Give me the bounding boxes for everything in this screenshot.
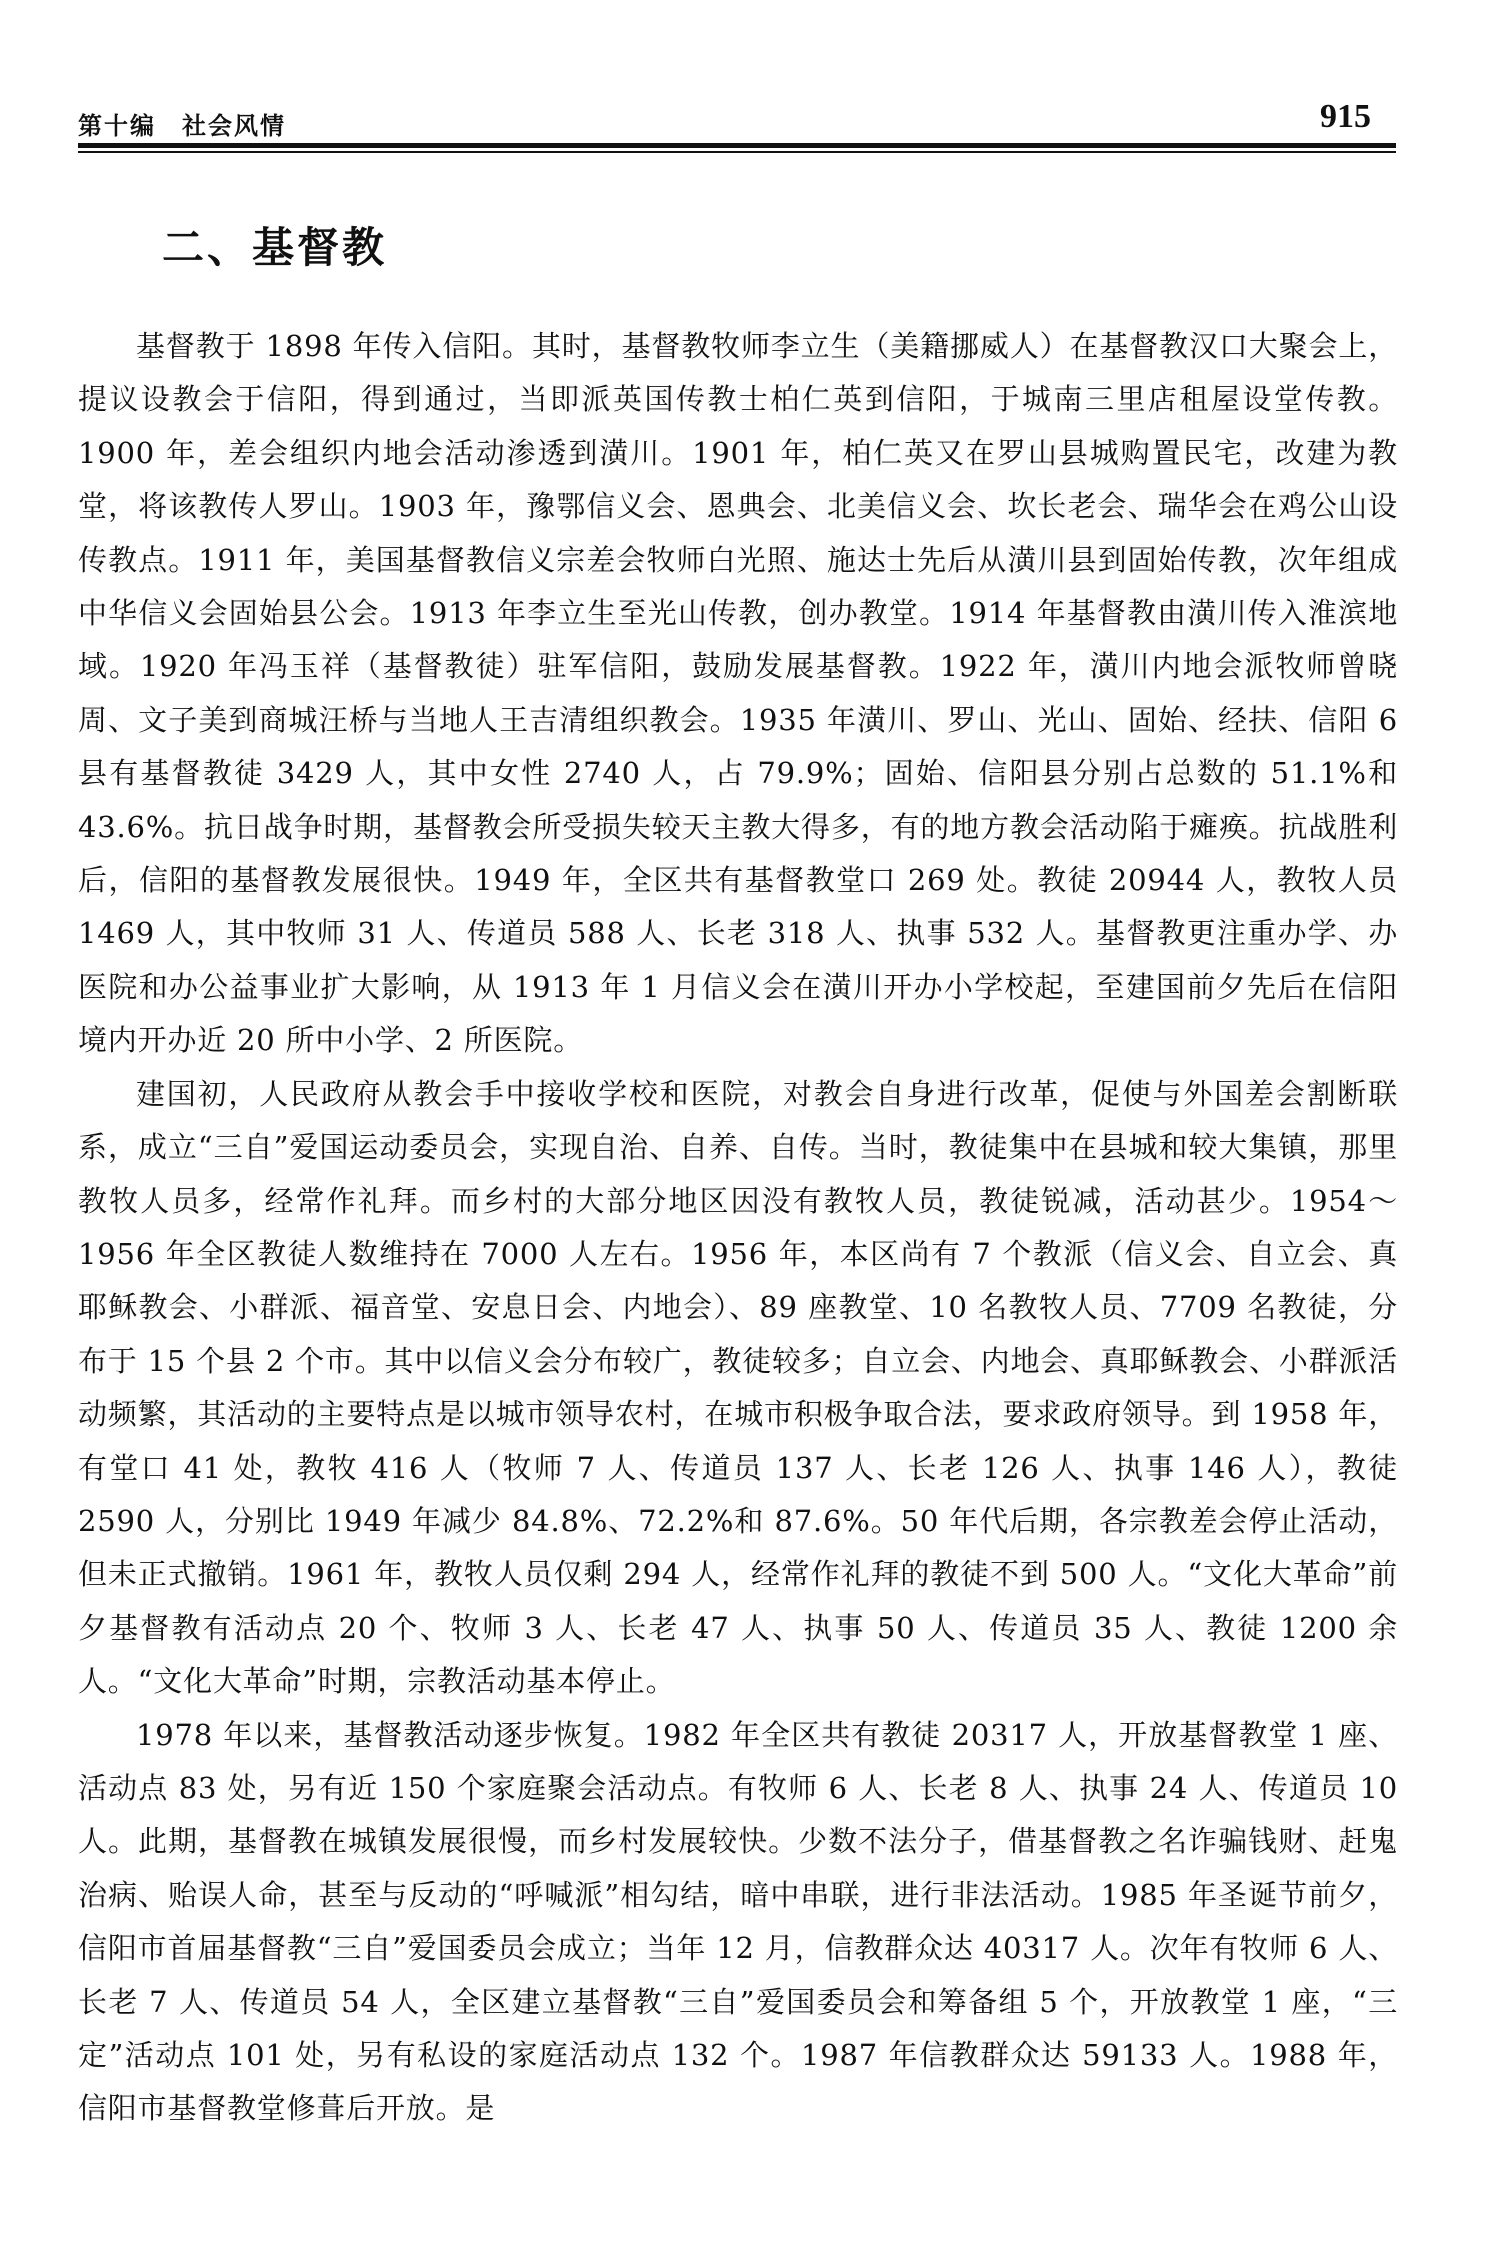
- header-section-label: 第十编 社会风情: [78, 112, 286, 140]
- header-rule-thin: [78, 151, 1396, 153]
- running-header: [78, 98, 1393, 138]
- paragraph: 基督教于 1898 年传入信阳。其时，基督教牧师李立生（美籍挪威人）在基督教汉口大聚会上，提议设教会于信阳，得到通过，当即派英国传教士柏仁英到信阳，于城南三里店租屋设堂传教。1900 年，差会组织内地会活动渗透到潢川。1901 年，柏仁英又在罗山县城购置民宅，改建为教堂，将该教传人罗山。1903 年，豫鄂信义会、恩典会、北美信义会、坎长老会、瑞华会在鸡公山设传教点。1911 年，美国基督教信义宗差会牧师白光照、施达士先后从潢川县到固始传教，次年组成中华信义会固始县公会。1913 年李立生至光山传教，创办教堂。1914 年基督教由潢川传入淮滨地域。1920 年冯玉祥（基督教徒）驻军信阳，鼓励发展基督教。1922 年，潢川内地会派牧师曾晓周、文子美到商城汪桥与当地人王吉清组织教会。1935 年潢川、罗山、光山、固始、经扶、信阳 6 县有基督教徒 3429 人，其中女性 2740 人，占 79.9%；固始、信阳县分别占总数的 51.1%和 43.6%。抗日战争时期，基督教会所受损失较天主教大得多，有的地方教会活动陷于瘫痪。抗战胜利后，信阳的基督教发展很快。1949 年，全区共有基督教堂口 269 处。教徒 20944 人，教牧人员 1469 人，其中牧师 31 人、传道员 588 人、长老 318 人、执事 532 人。基督教更注重办学、办医院和办公益事业扩大影响，从 1913 年 1 月信义会在潢川开办小学校起，至建国前夕先后在信阳境内开办近 20 所中小学、2 所医院。: [78, 329, 1398, 1058]
- page-number: 915: [1320, 98, 1371, 135]
- header-rule-thick: [78, 143, 1396, 148]
- paragraph: 建国初，人民政府从教会手中接收学校和医院，对教会自身进行改革，促使与外国差会割断联系，成立“三自”爱国运动委员会，实现自治、自养、自传。当时，教徒集中在县城和较大集镇，那里教牧人员多，经常作礼拜。而乡村的大部分地区因没有教牧人员，教徒锐减，活动甚少。1954～1956 年全区教徒人数维持在 7000 人左右。1956 年，本区尚有 7 个教派（信义会、自立会、真耶稣教会、小群派、福音堂、安息日会、内地会）、89 座教堂、10 名教牧人员、7709 名教徒，分布于 15 个县 2 个市。其中以信义会分布较广，教徒较多；自立会、内地会、真耶稣教会、小群派活动频繁，其活动的主要特点是以城市领导农村，在城市积极争取合法，要求政府领导。到 1958 年，有堂口 41 处，教牧 416 人（牧师 7 人、传道员 137 人、长老 126 人、执事 146 人），教徒 2590 人，分别比 1949 年减少 84.8%、72.2%和 87.6%。50 年代后期，各宗教差会停止活动，但未正式撤销。1961 年，教牧人员仅剩 294 人，经常作礼拜的教徒不到 500 人。“文化大革命”前夕基督教有活动点 20 个、牧师 3 人、长老 47 人、执事 50 人、传道员 35 人、教徒 1200 余人。“文化大革命”时期，宗教活动基本停止。: [78, 1076, 1398, 1699]
- body-text: [78, 320, 1398, 2136]
- paragraph: 1978 年以来，基督教活动逐步恢复。1982 年全区共有教徒 20317 人，开放基督教堂 1 座、活动点 83 处，另有近 150 个家庭聚会活动点。有牧师 6 人、长老 8 人、执事 24 人、传道员 10 人。此期，基督教在城镇发展很慢，而乡村发展较快。少数不法分子，借基督教之名诈骗钱财、赶鬼治病、贻误人命，甚至与反动的“呼喊派”相勾结，暗中串联，进行非法活动。1985 年圣诞节前夕，信阳市首届基督教“三自”爱国委员会成立；当年 12 月，信教群众达 40317 人。次年有牧师 6 人、长老 7 人、传道员 54 人，全区建立基督教“三自”爱国委员会和筹备组 5 个，开放教堂 1 座，“三定”活动点 101 处，另有私设的家庭活动点 132 个。1987 年信教群众达 59133 人。1988 年，信阳市基督教堂修葺后开放。是: [78, 1717, 1398, 2126]
- section-title: 二、基督教: [162, 223, 388, 272]
